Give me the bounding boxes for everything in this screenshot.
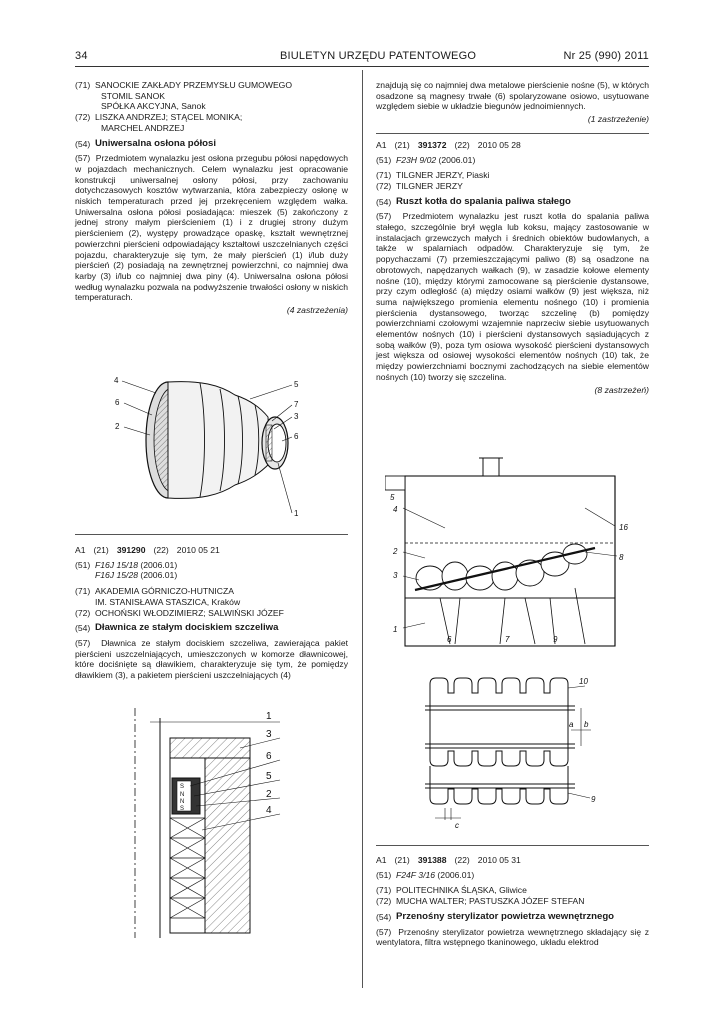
applicant-line: AKADEMIA GÓRNICZO-HUTNICZA xyxy=(95,586,234,597)
fig-label: 8 xyxy=(619,553,624,562)
fig-label: 16 xyxy=(619,523,628,532)
abstract: (57) Przedmiotem wynalazku jest osłona przegubu półosi napędowych w pojazdach mechanicznych. Celem wynalazku jest opracowanie konstrukcji uniwersalnej osłony półosi, przy zachowaniu dotychczasowych kosztów wytwarzania, która zabezpieczy osłonę w niskich temperaturach przed jej przekręceniem względem wałka. Uniwersalna osłona półosi posiadająca: mieszek (5) zakończony z jednej strony małym pierścieniem (1) i z drugiej strony dużym pierścieniem (2), występy prowadzące opaskę, kształt wewnętrznej powierzchni pierścieni odpowiadający kształtowi uszczelnianych części pojazdu, charakteryzuje się tym, że mały pierścień (1) i/lub duży pierścień (2) posiadają na zewnętrznej powierzchni, co najmniej dwa karby (3) i/lub co najmniej dwa piny (4). Uniwersalna osłona półosi według wynalazku pozwala na podwyższenie trwałości osłony w niskich temperaturach. xyxy=(75,153,348,303)
magnet-pole: N xyxy=(180,792,185,798)
inventor-row: (72) OCHOŃSKI WŁODZIMIERZ; SALWIŃSKI JÓZEF xyxy=(75,608,348,619)
magnet-pole: S xyxy=(180,784,185,790)
patent-title: Ruszt kotła do spalania paliwa stałego xyxy=(396,195,571,207)
fig-label: 5 xyxy=(266,771,272,782)
right-column xyxy=(376,80,649,395)
filing-date: 2010 05 28 xyxy=(477,139,521,150)
fig-label: 7 xyxy=(505,635,510,644)
figure-boot-cover xyxy=(110,355,320,525)
fig-label: 7 xyxy=(294,400,299,409)
fig-label: 1 xyxy=(294,509,299,518)
fig-label: 2 xyxy=(393,547,398,556)
figure-boiler-grate xyxy=(385,448,640,843)
inventor-row: (72) LISZKA ANDRZEJ; STĄCEL MONIKA; MARCHEL ANDRZEJ xyxy=(75,112,348,133)
title-row: (54) Uniwersalna osłona półosi xyxy=(75,139,348,150)
claims-count: (8 zastrzeżeń) xyxy=(594,384,649,395)
inventor-line: LISZKA ANDRZEJ; STĄCEL MONIKA; xyxy=(95,112,243,123)
issue-number: Nr 25 (990) 2011 xyxy=(563,50,649,62)
claims-count: (1 zastrzeżenie) xyxy=(587,114,649,125)
fig-label: 6 xyxy=(266,751,272,762)
fig-label: c xyxy=(455,821,459,830)
fig-label: 4 xyxy=(393,505,398,514)
applicant-line: SPÓŁKA AKCYJNA, Sanok xyxy=(101,101,206,112)
inventor-row: (72) TILGNER JERZY xyxy=(376,181,649,192)
application-number: 391290 xyxy=(116,545,146,555)
applicant-line: IM. STANISŁAWA STASZICA, Kraków xyxy=(95,596,241,607)
fig-label: 9 xyxy=(591,795,596,804)
ipc-row: (51) F24F 3/16 (2006.01) xyxy=(376,869,475,880)
inventor-line: TILGNER JERZY xyxy=(396,180,463,191)
fig-label: a xyxy=(569,720,574,729)
claims-count: (4 zastrzeżenia) xyxy=(286,305,348,316)
applicant-line: POLITECHNIKA ŚLĄSKA, Gliwice xyxy=(396,885,527,896)
patent-title: Dławnica ze stałym dociskiem szczeliwa xyxy=(95,622,279,634)
fig-label: 9 xyxy=(553,635,558,644)
applicant-row: (71) POLITECHNIKA ŚLĄSKA, Gliwice xyxy=(376,885,649,896)
abstract: (57) Przedmiotem wynalazku jest ruszt kotła do spalania paliwa stałego, szczególnie brył węgla lub koksu, mający zastosowanie w instalacjach grzewczych małych i średnich obiektów budowlanych, a także w spalarniach odpadów. Charakteryzuje się tym, że popychaczami (7) przemieszczającymi paliwo (8) są osadzone na obrotowych, napędzanych wałkach (9), w zasadzie kołowe elementy nośne (10), między którymi zamocowane są pierścienie dystansowe, przy czym odległość (a) między osiami wałków (9) jest większa, niż suma największego promienia elementu nośnego (10) i promienia pierścienia dystansowego, tworząc szczelinę (b) pomiędzy powierzchniami czołowymi wzajemnie naprzeciw siebie usytuowanych elementów nośnych (10) i pierścieni dystansowych sąsiadujących z sobą wałków (9), poza tym osiowa wysokość pierścieni dystansowych jest większa od osiowej wysokości elementów nośnych (10) tak, że między powierzchniami bocznymi zachodzących na siebie elementów nośnych (10) tworzy się szczelina. xyxy=(376,211,649,382)
entry-heading: A1 (21) 391388 (22) 2010 05 31 xyxy=(376,855,521,865)
magnet-pole: S xyxy=(180,806,185,812)
fig-label: 3 xyxy=(266,729,272,740)
fig-label: 5 xyxy=(294,380,299,389)
fig-label: b xyxy=(584,720,589,729)
entry-heading: A1 (21) 391372 (22) 2010 05 28 xyxy=(376,139,521,150)
applicant-row: (71) SANOCKIE ZAKŁADY PRZEMYSŁU GUMOWEGO STOMIL SANOK SPÓŁKA AKCYJNA, Sanok xyxy=(75,80,348,112)
filing-date: 2010 05 21 xyxy=(176,545,220,555)
fig-label: 4 xyxy=(114,376,119,385)
applicant-row: (71) AKADEMIA GÓRNICZO-HUTNICZA IM. STANISŁAWA STASZICA, Kraków xyxy=(75,586,348,607)
title-row: (54) Ruszt kotła do spalania paliwa stałego xyxy=(376,197,649,208)
entry-separator xyxy=(376,845,649,846)
entry-uniwersalna-oslona xyxy=(75,80,348,316)
inventor-row: (72) MUCHA WALTER; PASTUSZKA JÓZEF STEFAN xyxy=(376,896,649,907)
applicant-line: STOMIL SANOK xyxy=(101,90,165,101)
applicant-row: (71) TILGNER JERZY, Piaski xyxy=(376,170,649,181)
page-number: 34 xyxy=(75,50,88,62)
title-row: (54) Przenośny sterylizator powietrza wewnętrznego xyxy=(376,912,649,923)
ipc-code: F23H 9/02 xyxy=(396,154,437,165)
fig-label: 6 xyxy=(447,635,452,644)
fig-label: 2 xyxy=(266,789,272,800)
ipc-code: F16J 15/28 xyxy=(95,570,138,581)
entry-sterylizator xyxy=(376,855,649,948)
fig-label: 2 xyxy=(115,422,120,431)
ipc-row: (51) F16J 15/18 (2006.01) F16J 15/28 (2006.01) xyxy=(75,559,178,581)
ipc-code: F16J 15/18 xyxy=(95,559,138,570)
title-row: (54) Dławnica ze stałym dociskiem szczeliwa xyxy=(75,623,348,634)
fig-label: 1 xyxy=(393,625,398,634)
patent-title: Przenośny sterylizator powietrza wewnętrznego xyxy=(396,910,615,922)
entry-separator xyxy=(75,534,348,535)
magnet-pole: N xyxy=(180,799,185,805)
abstract: (57) Dławnica ze stałym dociskiem szczeliwa, zawierająca pakiet pierścieni uszczelniających, umieszczonych w komorze dławnicowej, które dociśnięte są dławikiem, charakteryzuje się tym, że pomiędzy dławikiem (3), a pakietem pierścieni uszczelniających (4) xyxy=(75,637,348,681)
fig-label: 4 xyxy=(266,805,272,816)
column-divider xyxy=(362,70,363,988)
inventor-line: MARCHEL ANDRZEJ xyxy=(101,122,185,133)
filing-date: 2010 05 31 xyxy=(477,855,521,865)
fig-label: 10 xyxy=(579,677,588,686)
header-rule xyxy=(75,66,649,67)
fig-label: 6 xyxy=(294,432,299,441)
entry-heading: A1 (21) 391290 (22) 2010 05 21 xyxy=(75,545,220,555)
application-number: 391388 xyxy=(417,855,447,865)
entry-dlawnica xyxy=(75,545,348,681)
journal-title: BIULETYN URZĘDU PATENTOWEGO xyxy=(280,50,477,62)
applicant-line: SANOCKIE ZAKŁADY PRZEMYSŁU GUMOWEGO xyxy=(95,80,293,90)
fig-label: 5 xyxy=(390,493,395,502)
figure-gland xyxy=(130,708,290,938)
fig-label: 1 xyxy=(266,711,272,722)
ipc-row: (51) F23H 9/02 (2006.01) xyxy=(376,154,476,165)
inventor-line: MUCHA WALTER; PASTUSZKA JÓZEF STEFAN xyxy=(396,896,585,907)
fig-label: 6 xyxy=(115,398,120,407)
fig-label: 3 xyxy=(294,412,299,421)
abstract-continuation: znajdują się co najmniej dwa metalowe pierścienie nośne (5), w których osadzone są magnesy trwałe (6) spolaryzowane osiowo, usytuowane względem siebie w układzie biegunów jednoimiennych. xyxy=(376,80,649,112)
fig-label: 3 xyxy=(393,571,398,580)
application-number: 391372 xyxy=(417,139,447,150)
entry-separator xyxy=(376,133,649,134)
abstract: (57) Przenośny sterylizator powietrza wewnętrznego składający się z wentylatora, filtra wstępnego tkaninowego, układu elektrod xyxy=(376,926,650,948)
inventor-line: OCHOŃSKI WŁODZIMIERZ; SALWIŃSKI JÓZEF xyxy=(95,607,284,618)
ipc-code: F24F 3/16 xyxy=(396,869,436,880)
entry-ruszt xyxy=(376,140,649,395)
applicant-line: TILGNER JERZY, Piaski xyxy=(396,170,490,181)
patent-title: Uniwersalna osłona półosi xyxy=(95,137,217,149)
